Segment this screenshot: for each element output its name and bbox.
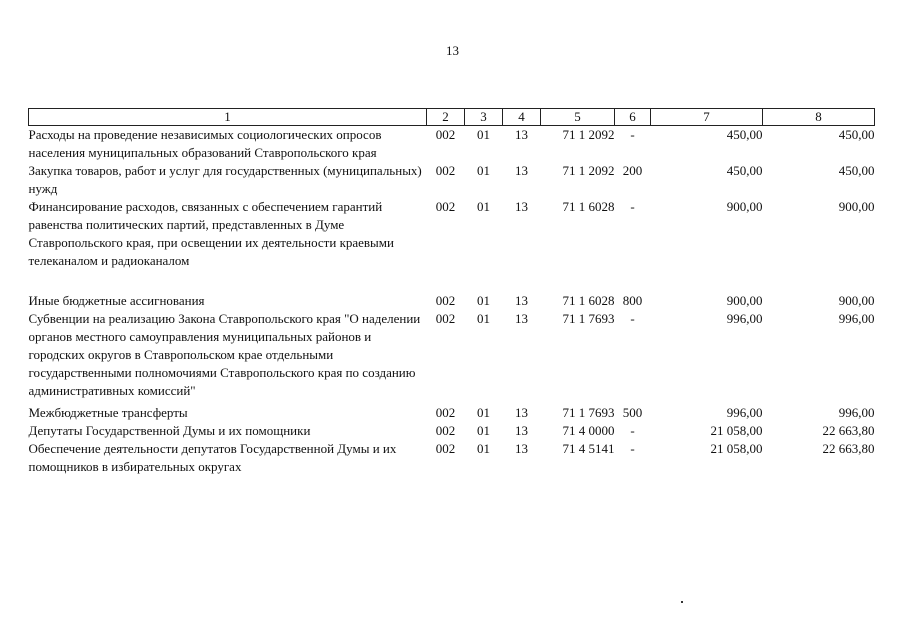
row-name: Субвенции на реализацию Закона Ставропольского края "О наделении органов местного самоуправления муниципальных районов и городских округов в Ставропольском крае отдельными государственными полномочиями Ставропольского края по созданию административных комиссий" xyxy=(28,311,421,398)
row-col-4: 13 xyxy=(515,423,528,438)
row-col-7: 21 058,00 xyxy=(710,423,763,438)
row-col-3: 01 xyxy=(477,199,490,214)
table-row xyxy=(29,126,875,163)
row-col-8: 900,00 xyxy=(838,293,875,308)
row-col-6: - xyxy=(630,441,635,456)
row-name: Обеспечение деятельности депутатов Государственной Думы и их помощников в избирательных округах xyxy=(28,441,397,474)
row-col-5: 71 1 7693 xyxy=(562,405,615,420)
row-col-8: 22 663,80 xyxy=(822,423,875,438)
row-col-4: 13 xyxy=(515,293,528,308)
row-col-8: 996,00 xyxy=(838,405,875,420)
row-col-5: 71 4 0000 xyxy=(562,423,615,438)
header-col-5: 5 xyxy=(541,109,615,126)
row-col-7: 900,00 xyxy=(726,293,763,308)
row-col-2: 002 xyxy=(435,441,456,456)
row-col-7: 996,00 xyxy=(726,405,763,420)
row-name: Межбюджетные трансферты xyxy=(28,405,188,420)
row-col-2: 002 xyxy=(435,199,456,214)
row-col-2: 002 xyxy=(435,163,456,178)
table-row xyxy=(29,198,875,292)
row-col-6: 500 xyxy=(622,405,643,420)
header-col-3: 3 xyxy=(465,109,503,126)
row-col-3: 01 xyxy=(477,163,490,178)
row-col-6: 800 xyxy=(622,293,643,308)
row-col-8: 22 663,80 xyxy=(822,441,875,456)
row-col-5: 71 4 5141 xyxy=(562,441,615,456)
scan-speck xyxy=(681,601,683,603)
row-col-8: 996,00 xyxy=(838,311,875,326)
row-col-6: - xyxy=(630,311,635,326)
row-col-7: 450,00 xyxy=(726,127,763,142)
row-col-5: 71 1 6028 xyxy=(562,293,615,308)
table-row xyxy=(29,162,875,198)
row-col-5: 71 1 2092 xyxy=(562,163,615,178)
page-number: 13 xyxy=(446,43,459,58)
row-name: Депутаты Государственной Думы и их помощники xyxy=(28,423,311,438)
row-col-8: 900,00 xyxy=(838,199,875,214)
row-col-6: - xyxy=(630,127,635,142)
row-col-7: 21 058,00 xyxy=(710,441,763,456)
row-col-2: 002 xyxy=(435,127,456,142)
row-col-3: 01 xyxy=(477,293,490,308)
row-col-3: 01 xyxy=(477,441,490,456)
row-col-2: 002 xyxy=(435,293,456,308)
row-col-6: 200 xyxy=(622,163,643,178)
row-col-4: 13 xyxy=(515,127,528,142)
header-col-4: 4 xyxy=(503,109,541,126)
row-col-7: 900,00 xyxy=(726,199,763,214)
header-row xyxy=(29,109,875,126)
row-col-3: 01 xyxy=(477,423,490,438)
header-col-6: 6 xyxy=(615,109,651,126)
table-row xyxy=(29,422,875,440)
table-row xyxy=(29,292,875,310)
table-row xyxy=(29,440,875,476)
header-col-1: 1 xyxy=(29,109,427,126)
row-name: Расходы на проведение независимых социологических опросов населения муниципальных образований Ставропольского края xyxy=(28,127,382,160)
row-col-5: 71 1 6028 xyxy=(562,199,615,214)
row-col-4: 13 xyxy=(515,311,528,326)
row-col-3: 01 xyxy=(477,405,490,420)
header-col-2: 2 xyxy=(427,109,465,126)
row-col-2: 002 xyxy=(435,311,456,326)
row-name: Финансирование расходов, связанных с обеспечением гарантий равенства политических партий, представленных в Думе Ставропольского края, при освещении их деятельности краевыми телеканалом и радиоканалом xyxy=(28,199,394,268)
row-name: Закупка товаров, работ и услуг для государственных (муниципальных) нужд xyxy=(28,163,422,196)
row-col-4: 13 xyxy=(515,441,528,456)
header-col-8: 8 xyxy=(763,109,875,126)
row-col-7: 450,00 xyxy=(726,163,763,178)
row-col-5: 71 1 2092 xyxy=(562,127,615,142)
row-col-6: - xyxy=(630,199,635,214)
budget-table xyxy=(28,108,875,476)
table-row xyxy=(29,310,875,404)
row-col-4: 13 xyxy=(515,199,528,214)
row-col-8: 450,00 xyxy=(838,127,875,142)
row-col-2: 002 xyxy=(435,405,456,420)
row-col-5: 71 1 7693 xyxy=(562,311,615,326)
header-col-7: 7 xyxy=(651,109,763,126)
row-col-3: 01 xyxy=(477,311,490,326)
row-col-4: 13 xyxy=(515,405,528,420)
row-col-6: - xyxy=(630,423,635,438)
table-row xyxy=(29,404,875,422)
row-col-2: 002 xyxy=(435,423,456,438)
row-name: Иные бюджетные ассигнования xyxy=(28,293,205,308)
row-col-4: 13 xyxy=(515,163,528,178)
row-col-8: 450,00 xyxy=(838,163,875,178)
row-col-3: 01 xyxy=(477,127,490,142)
row-col-7: 996,00 xyxy=(726,311,763,326)
